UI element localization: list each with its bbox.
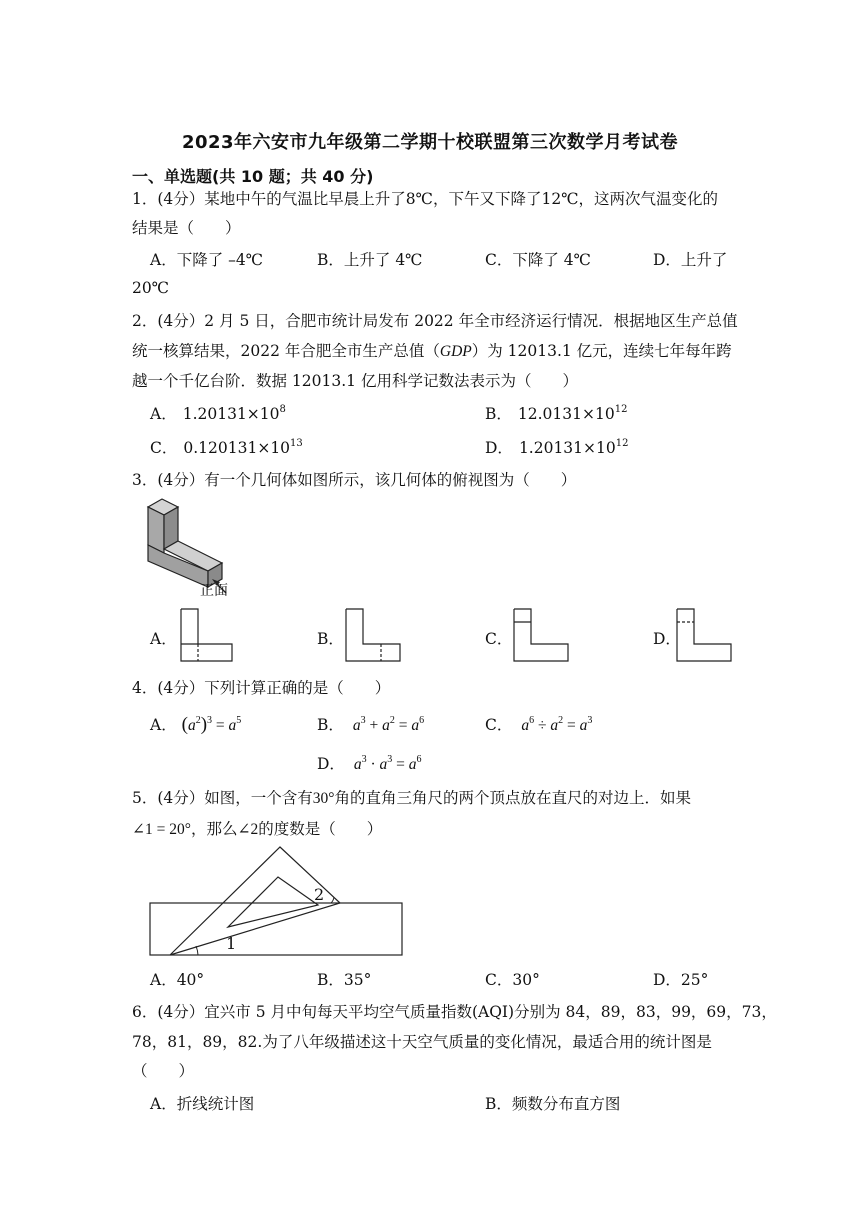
q2-stem-line1: 2．(4分）2 月 5 日，合肥市统计局发布 2022 年全市经济运行情况．根据地区生产总值: [132, 312, 738, 330]
q3-option-a-figure: [180, 608, 235, 663]
q3-solid-figure: [140, 495, 250, 605]
q1-option-c: C．下降了 4℃: [485, 251, 591, 269]
q2-option-d: [485, 436, 628, 458]
q6-option-a: A．折线统计图: [150, 1095, 255, 1113]
q4-option-c-expr: $a^6 \div a^2 = a^3$: [521, 715, 593, 734]
q1-option-d-continued: 20℃: [132, 279, 170, 297]
q5-angle1-given: ∠1 = 20°: [132, 821, 191, 838]
q2-option-b-exp: 12: [614, 404, 628, 415]
q4-option-b-label: B．: [317, 716, 344, 734]
q6-option-b: B．频数分布直方图: [485, 1095, 621, 1113]
q2-option-b-label: B．: [485, 405, 512, 423]
q2-stem-line2: [132, 339, 732, 361]
q4-option-c-label: C．: [485, 716, 513, 734]
q2-option-a-label: A．: [150, 405, 177, 423]
q3-stem-line1: 3．(4分）有一个几何体如图所示，该几何体的俯视图为（ ）: [132, 471, 577, 489]
q1-stem-line1: 1．(4分）某地中午的气温比早晨上升了8℃，下午又下降了12℃，这两次气温变化的: [132, 190, 719, 208]
q2-stem-line3: 越一个千亿台阶．数据 12013.1 亿用科学记数法表示为（ ）: [132, 372, 578, 390]
q2-option-c-label: C．: [150, 439, 178, 457]
q5-option-d: D．25°: [653, 971, 709, 989]
page-title: 2023年六安市九年级第二学期十校联盟第三次数学月考试卷: [181, 132, 679, 153]
q1-option-a: A．下降了 –4℃: [150, 251, 264, 269]
q1-stem-line2: 结果是（ ）: [132, 219, 241, 237]
q5-stem-part3: ，那么: [190, 820, 238, 838]
q2-option-b: [485, 402, 627, 424]
q2-option-c-exp: 13: [290, 438, 303, 449]
q2-option-a-value: 1.20131×10: [182, 405, 280, 423]
q2-stem-line2-part2: ）为 12013.1 亿元，连续七年每年跨: [471, 342, 732, 360]
q4-option-a-expr: $(a^2)^3 = a^5$: [181, 714, 242, 735]
q2-gdp-term: GDP: [439, 343, 472, 360]
q6-stem-line1: 6．(4分）宜兴市 5 月中旬每天平均空气质量指数(AQI)分别为 84，89，83，99，69，73，: [132, 1003, 777, 1021]
q3-option-b-figure: [345, 608, 403, 663]
q5-stem-part1: 5．(4分）如图，一个含有: [132, 789, 313, 807]
q2-option-c-value: 0.120131×10: [183, 439, 291, 457]
q4-option-d-expr: $a^3 \cdot a^3 = a^6$: [353, 754, 422, 773]
q6-stem-line3: （ ）: [132, 1062, 195, 1080]
q4-option-b-expr: $a^3 + a^2 = a^6$: [352, 715, 425, 734]
q5-figure-label-2: 2: [314, 885, 325, 904]
q2-option-d-value: 1.20131×10: [518, 439, 616, 457]
q1-option-d: D．上升了: [653, 251, 728, 269]
q3-figure-front-label: 正面: [200, 583, 228, 599]
q6-stem-line2: 78，81，89，82.为了八年级描述这十天空气质量的变化情况，最适合用的统计图是: [132, 1033, 712, 1051]
q3-option-a-label: A．: [150, 630, 177, 648]
q5-angle2: ∠2: [237, 821, 259, 838]
q2-option-a-exp: 8: [279, 404, 286, 415]
q5-option-a: A．40°: [150, 971, 205, 989]
q4-option-a: [150, 713, 241, 736]
q3-option-d-label: D．: [653, 630, 681, 648]
q5-stem-part2: 角的直角三角尺的两个顶点放在直尺的对边上．如果: [334, 789, 691, 807]
q2-option-d-label: D．: [485, 439, 513, 457]
q2-option-a: [150, 402, 286, 424]
q4-stem-line1: 4．(4分）下列计算正确的是（ ）: [132, 679, 391, 697]
q3-option-c-figure: [513, 608, 571, 663]
q2-option-c: [150, 436, 303, 458]
q2-option-b-value: 12.0131×10: [517, 405, 615, 423]
q3-option-d-figure: [676, 608, 734, 663]
q4-option-d-label: D．: [317, 755, 345, 773]
q1-option-b: B．上升了 4℃: [317, 251, 423, 269]
q5-stem-part4: 的度数是（ ）: [258, 820, 383, 838]
q4-option-c: [485, 713, 592, 735]
q3-option-c-label: C．: [485, 630, 513, 648]
q2-stem-line2-part1: 统一核算结果，2022 年合肥全市生产总值（: [132, 342, 440, 360]
q5-stem-line1: [132, 786, 691, 808]
q2-option-d-exp: 12: [615, 438, 629, 449]
q5-angle-30: 30°: [312, 790, 335, 807]
q4-option-b: [317, 713, 424, 735]
q5-figure-label-1: 1: [226, 934, 237, 953]
section-heading: 一、单选题(共 10 题；共 40 分): [132, 167, 374, 186]
q3-option-b-label: B．: [317, 630, 344, 648]
q4-option-d: [317, 752, 422, 774]
q5-stem-line2: [132, 817, 382, 839]
q4-option-a-label: A．: [150, 716, 177, 734]
q5-option-b: B．35°: [317, 971, 372, 989]
q5-option-c: C．30°: [485, 971, 540, 989]
q5-ruler-triangle-figure: [148, 843, 408, 958]
